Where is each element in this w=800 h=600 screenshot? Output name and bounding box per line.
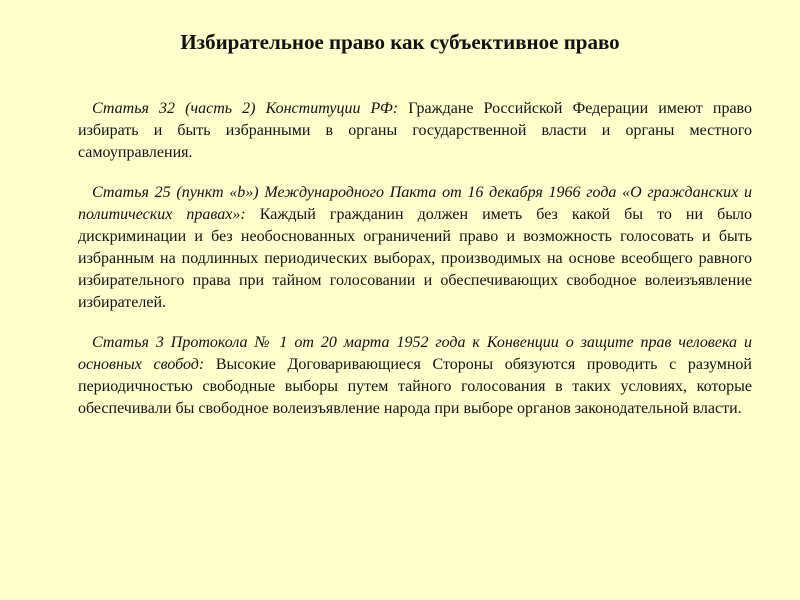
paragraph-constitution	[78, 98, 752, 164]
citation-constitution: Статья 32 (часть 2) Конституции РФ:	[92, 100, 399, 117]
citation-protocol-1: Статья 3 Протокола № 1 от 20 марта 1952 года к Конвенции о защите прав человека и основных свобод:	[78, 334, 752, 373]
slide-content	[78, 98, 752, 438]
paragraph-text-constitution: Граждане Российской Федерации имеют право избирать и быть избранными в органы государственной власти и органы местного самоуправления.	[78, 100, 752, 161]
citation-international-covenant: Статья 25 (пункт «b») Международного Пакта от 16 декабря 1966 года «О гражданских и политических правах»:	[78, 184, 752, 223]
paragraph-protocol-1	[78, 332, 752, 420]
paragraph-text-international-covenant: Каждый гражданин должен иметь без какой бы то ни было дискриминации и без необоснованных ограничений право и возможность голосовать и быть избранным на подлинных периодических выборах, производимых на основе всеобщего равного избирательного права при тайном голосовании и обеспечивающих свободное волеизъявление избирателей.	[78, 206, 753, 311]
slide-title: Избирательное право как субъективное право	[180, 30, 620, 54]
paragraph-international-covenant	[78, 182, 752, 314]
paragraph-text-protocol-1: Высокие Договаривающиеся Стороны обязуются проводить с разумной периодичностью свободные выборы путем тайного голосования в таких условиях, которые обеспечивали бы свободное волеизъявление народа при выборе органов законодательной власти.	[78, 356, 752, 417]
